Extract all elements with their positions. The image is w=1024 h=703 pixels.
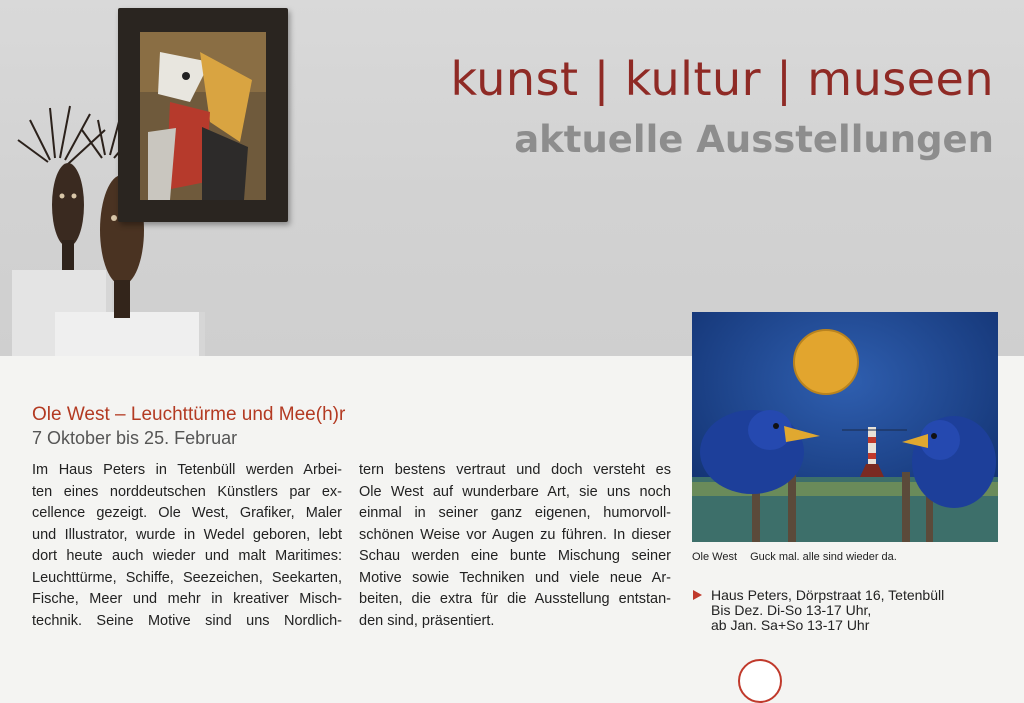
text-line: den sind, präsentiert.	[359, 612, 495, 629]
text-line: schönen Weise vor Augen zu führen. In dieser	[359, 526, 671, 543]
text-line: Motive sowie Techniken und viele neue Ar-	[359, 569, 671, 586]
crows-painting	[692, 312, 998, 542]
venue-address: Haus Peters, Dörpstraat 16, Tetenbüll	[711, 587, 945, 603]
opening-hours-dec: Bis Dez. Di-So 13-17 Uhr,	[711, 602, 872, 618]
opening-hours-jan: ab Jan. Sa+So 13-17 Uhr	[711, 617, 870, 633]
text-line: beiten, die extra für die Ausstellung entstan-	[359, 591, 671, 607]
text-line: Fische, Meer und mehr in kreativer Misch-	[32, 591, 342, 607]
text-line: Ole West auf wunderbare Art, sie uns noch	[359, 483, 671, 500]
text-line: einmal in seiner ganz eigenen, humorvoll-	[359, 505, 671, 521]
page-subtitle: aktuelle Ausstellungen	[514, 118, 994, 161]
text-line: und Illustrator, wurde in Wedel geboren, lebt	[32, 526, 342, 543]
text-line: Schau werden eine bunte Mischung seiner	[359, 548, 671, 564]
text-line: Im Haus Peters in Tetenbüll werden Arbei-	[32, 462, 342, 478]
article-dates: 7 Oktober bis 25. Februar	[32, 428, 238, 448]
caption-title: Guck mal. alle sind wieder da.	[750, 551, 897, 563]
caption-artist: Ole West	[692, 551, 738, 563]
article-title: Ole West – Leuchttürme und Mee(h)r	[32, 404, 346, 425]
logo-icon	[738, 659, 782, 703]
framed-painting	[118, 8, 288, 222]
text-line: ten eines norddeutschen Künstlers par ex-	[32, 483, 342, 500]
text-line: Leuchttürme, Schiffe, Seezeichen, Seekarten,	[32, 569, 342, 586]
text-line: technik. Seine Motive sind uns Nordlich-	[32, 612, 342, 629]
article-column-left	[32, 460, 342, 632]
venue-info	[693, 588, 944, 633]
article-column-middle	[359, 460, 671, 632]
text-line: cellence gezeigt. Ole West, Grafiker, Maler	[32, 505, 342, 521]
text-line: tern bestens vertraut und doch versteht es	[359, 462, 671, 478]
page-title: kunst | kultur | museen	[450, 52, 994, 106]
painting-caption	[692, 551, 907, 563]
text-line: dort heute auch wieder und malt Maritimes:	[32, 548, 342, 564]
triangle-bullet-icon	[693, 590, 702, 600]
